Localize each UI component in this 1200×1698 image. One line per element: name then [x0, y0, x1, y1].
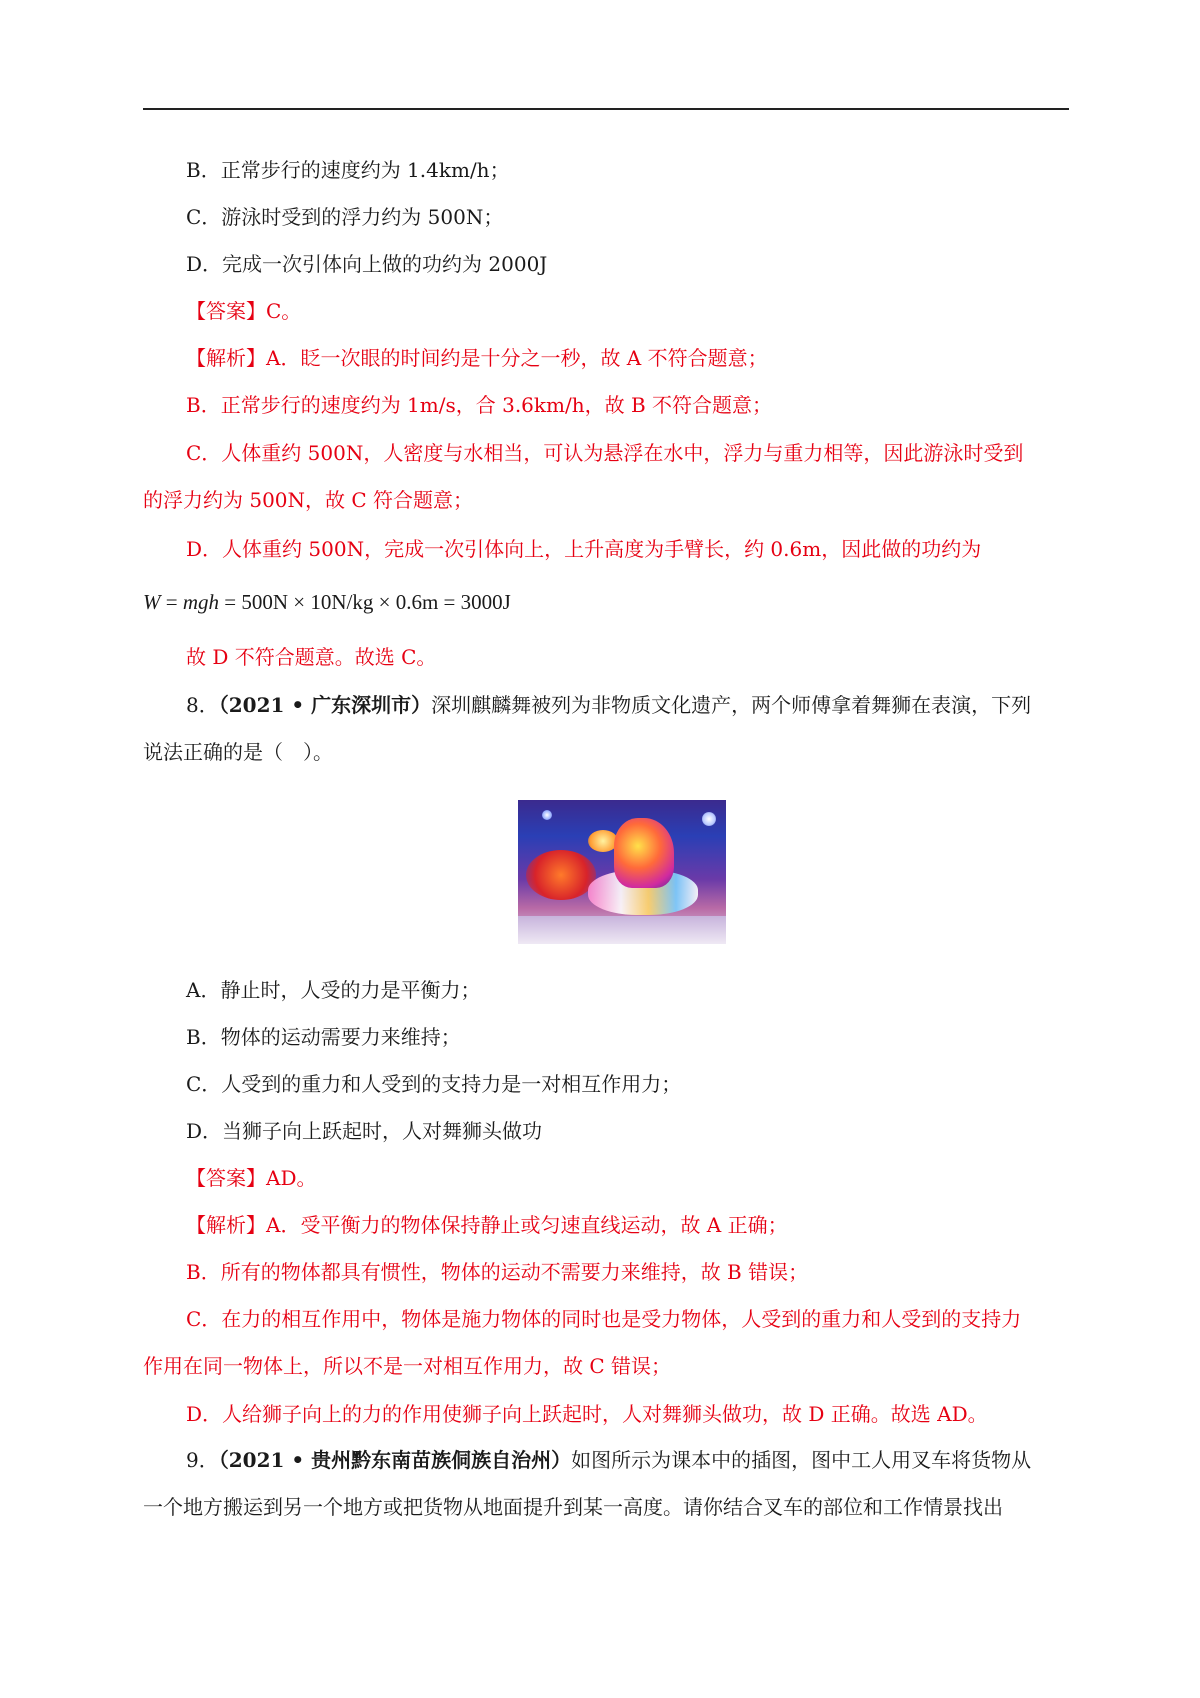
analysis-tag: 【解析】 — [186, 1213, 266, 1237]
stage-light-red — [526, 850, 596, 900]
spotlight — [542, 810, 552, 820]
stage-floor — [518, 916, 726, 944]
q8-analysis-c-line2: 作用在同一物体上，所以不是一对相互作用力，故 C 错误； — [143, 1354, 672, 1378]
analysis-text: A．受平衡力的物体保持静止或匀速直线运动，故 A 正确； — [266, 1213, 788, 1237]
formula-lhs: W — [143, 590, 161, 614]
answer-value: C。 — [266, 299, 302, 323]
q7-analysis-b: B．正常步行的速度约为 1m/s，合 3.6km/h，故 B 不符合题意； — [186, 393, 773, 417]
q7-analysis-d-line1: D．人体重约 500N，完成一次引体向上，上升高度为手臂长，约 0.6m，因此做的功约为 — [186, 537, 982, 561]
question-stem: 深圳麒麟舞被列为非物质文化遗产，两个师傅拿着舞狮在表演，下列 — [431, 693, 1032, 717]
q7-answer — [186, 297, 301, 325]
q8-analysis-c-line1: C．在力的相互作用中，物体是施力物体的同时也是受力物体，人受到的重力和人受到的支持力 — [186, 1307, 1022, 1331]
q8-stem-line2: 说法正确的是（ ）。 — [143, 740, 333, 764]
lion-dance-photo — [518, 800, 726, 944]
q7-analysis-c-line1: C．人体重约 500N，人密度与水相当，可认为悬浮在水中，浮力与重力相等，因此游泳时受到 — [186, 441, 1024, 465]
question-source: （2021 • 广东深圳市） — [218, 693, 432, 717]
q8-analysis-b: B．所有的物体都具有惯性，物体的运动不需要力来维持，故 B 错误； — [186, 1260, 809, 1284]
answer-tag: 【答案】 — [186, 299, 266, 323]
q8-option-d: D．当狮子向上跃起时，人对舞狮头做功 — [186, 1119, 543, 1143]
q9-stem-line2: 一个地方搬运到另一个地方或把货物从地面提升到某一高度。请你结合叉车的部位和工作情景找出 — [143, 1495, 1003, 1519]
question-source: （2021 • 贵州黔东南苗族侗族自治州） — [218, 1448, 572, 1472]
q8-analysis-a — [186, 1211, 788, 1239]
question-stem: 如图所示为课本中的插图，图中工人用叉车将货物从 — [571, 1448, 1032, 1472]
formula-rhs: = 500N × 10N/kg × 0.6m = 3000J — [224, 590, 511, 614]
q8-option-b: B．物体的运动需要力来维持； — [186, 1025, 461, 1049]
answer-tag: 【答案】 — [186, 1166, 266, 1190]
formula-mid: mgh — [182, 590, 220, 614]
q8-stem-line1 — [186, 691, 1031, 719]
question-number: 9． — [186, 1448, 219, 1472]
header-rule — [143, 108, 1069, 110]
work-formula: W = mgh = 500N × 10N/kg × 0.6m = 3000J — [143, 590, 511, 614]
q7-option-d: D．完成一次引体向上做的功约为 2000J — [186, 252, 548, 276]
lion-head — [614, 818, 674, 888]
analysis-text: A．眨一次眼的时间约是十分之一秒，故 A 不符合题意； — [266, 346, 768, 370]
q8-analysis-d: D．人给狮子向上的力的作用使狮子向上跃起时，人对舞狮头做功，故 D 正确。故选 AD。 — [186, 1402, 988, 1426]
answer-value: AD。 — [266, 1166, 317, 1190]
q8-option-a: A．静止时，人受的力是平衡力； — [186, 978, 481, 1002]
q7-analysis-c-line2: 的浮力约为 500N，故 C 符合题意； — [143, 488, 474, 512]
q8-answer — [186, 1164, 316, 1192]
q8-option-c: C．人受到的重力和人受到的支持力是一对相互作用力； — [186, 1072, 682, 1096]
analysis-tag: 【解析】 — [186, 346, 266, 370]
spotlight — [702, 812, 716, 826]
q7-analysis-a — [186, 344, 768, 372]
q9-stem-line1 — [186, 1446, 1031, 1474]
q7-conclusion: 故 D 不符合题意。故选 C。 — [186, 645, 437, 669]
q7-option-c: C．游泳时受到的浮力约为 500N； — [186, 205, 504, 229]
question-number: 8． — [186, 693, 219, 717]
q7-option-b: B．正常步行的速度约为 1.4km/h； — [186, 158, 510, 182]
